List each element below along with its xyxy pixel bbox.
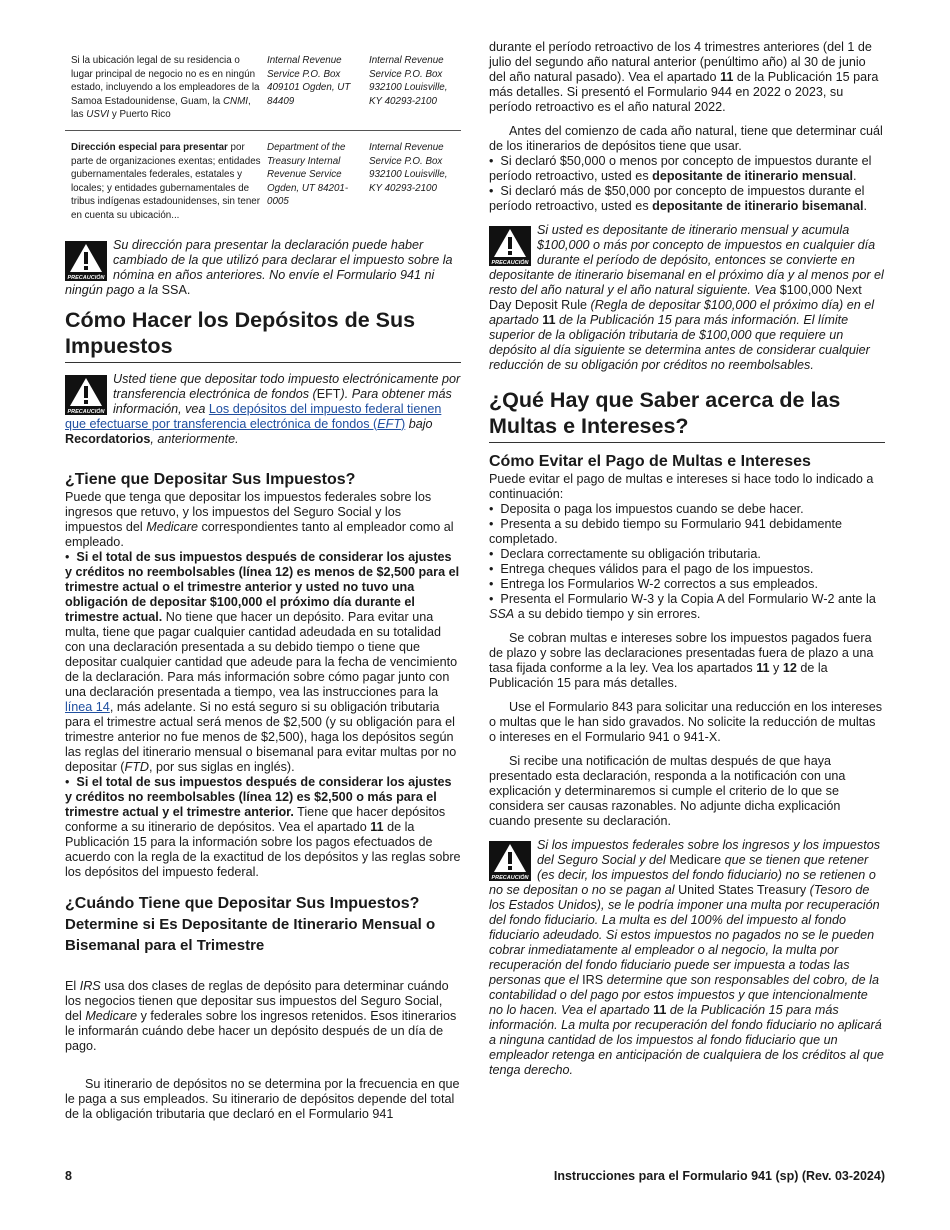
- bullet-item: • Presenta a su debido tiempo su Formulario 941 debidamente completado.: [489, 517, 843, 546]
- caution-note: PRECAUCIÓN Usted tiene que depositar todo impuesto electrónicamente por transferencia electrónica de fondos (EFT). Para obtener más información, vea Los depósitos del impuesto federal tienen que efectuarse por transferencia electrónica de fondos (EFT) bajo Recordatorios, anteriormente.: [65, 371, 461, 446]
- address-without-payment: Department of the Treasury Internal Revenue Service Ogden, UT 84201-0005: [267, 141, 349, 208]
- bullet-icon: •: [489, 577, 501, 591]
- bullet-item: • Si el total de sus impuestos después de considerar los ajustes y créditos no reembolsables (línea 12) es menos de $2,500 para el trimestre actual o el trimestre anterior y usted no tuvo una obligación de depositar $100,000 el próximo día durante el trimestre actual. No tiene que hacer un depósito. Para evitar una multa, tiene que pagar cualquier cantidad adeudada en su totalidad con una declaración presentada a su debido tiempo o tiene que depositar cualquier cantidad que adeude para la fecha de vencimiento de la declaración. Para más información sobre cómo pagar junto con una declaración presentada a tiempo, vea las instrucciones para la línea 14, más adelante. Si no está seguro si su obligación tributaria para el trimestre actual será menos de $2,500 (y su obligación para el trimestre anterior no fue menos de $2,500), haga los depósitos según las reglas del itinerario mensual o bisemanal para evitar multas por no depositar (FTD, por sus siglas en inglés).: [65, 549, 460, 774]
- address-table: [65, 54, 461, 229]
- section-title-deposits: Cómo Hacer los Depósitos de Sus Impuestos: [65, 307, 461, 363]
- eft-deposits-link[interactable]: Los depósitos del impuesto federal tienen que efectuarse por transferencia electrónica de fondos (EFT): [65, 401, 442, 431]
- caution-icon: [65, 375, 107, 415]
- caution-note: PRECAUCIÓN Su dirección para presentar la declaración puede haber cambiado de la que utilizó para declarar el impuesto sobre la nómina en años anteriores. No envíe el Formulario 941 ni ningún pago a la SSA.: [65, 237, 453, 297]
- heading-avoid-penalties: Cómo Evitar el Pago de Multas e Intereses: [489, 453, 811, 470]
- section-title-penalties: ¿Qué Hay que Saber acerca de las Multas e Intereses?: [489, 387, 885, 443]
- address-row-description: Dirección especial para presentar por parte de organizaciones exentas; entidades gubernamentales federales, estatales y locales; y entidades gubernamentales de tribus indígenas estadounidenses, sin tener en cuenta su ubicación...: [71, 141, 261, 221]
- paragraph: Se cobran multas e intereses sobre los impuestos pagados fuera de plazo y sobre las declaraciones presentadas fuera de plazo a una tasa fijada conforme a la ley. Vea los apartados 11 y 12 de la Publicación 15 para más detalles.: [489, 631, 874, 690]
- right-column: [489, 40, 885, 1078]
- caution-icon: [489, 226, 531, 266]
- bullet-item: • Declara correctamente su obligación tributaria.: [489, 547, 761, 561]
- bullet-item: • Presenta el Formulario W-3 y la Copia A del Formulario W-2 ante la SSA a su debido tiempo y sin errores.: [489, 592, 876, 621]
- svg-text:PRECAUCIÓN: PRECAUCIÓN: [67, 408, 105, 415]
- paragraph: Su itinerario de depósitos no se determina por la frecuencia en que le paga a sus empleados. Su itinerario de depósitos depende del total de la obligación tributaria que declaró en el Formulario 941: [65, 1076, 460, 1121]
- paragraph: durante el período retroactivo de los 4 trimestres anteriores (del 1 de julio del segundo año natural anterior (penúltimo año) al 30 de junio del año natural pasado). Vea el apartado 11 de la Publicación 15 para más detalles. Si presentó el Formulario 944 en 2022 o 2023, su período retroactivo es el año natural 2022.: [489, 40, 879, 114]
- line-14-link[interactable]: línea 14: [65, 699, 110, 714]
- paragraph: Si recibe una notificación de multas después de que haya presentado esta declaración, responda a la notificación con una explicación y determinaremos si cumple el criterio de lo que se considera ser causas razonables. No adjunte dicha explicación cuando presente su declaración.: [489, 754, 846, 828]
- paragraph: Puede evitar el pago de multas e intereses si hace todo lo indicado a continuación:: [489, 472, 874, 501]
- bullet-icon: •: [489, 562, 501, 576]
- bullet-icon: •: [65, 774, 77, 789]
- bullet-icon: •: [65, 549, 77, 564]
- bullet-icon: •: [489, 517, 501, 531]
- paragraph: Puede que tenga que depositar los impuestos federales sobre los ingresos que retuvo, y los impuestos del Seguro Social y los impuestos del Medicare correspondientes tanto al empleador como al empleado.: [65, 489, 454, 549]
- bullet-icon: •: [489, 154, 501, 168]
- address-row-description: Si la ubicación legal de su residencia o lugar principal de negocio no es en ningún estado, incluyendo a los empleadores de la Samoa Estadounidense, Guam, la CNMI, las USVI y Puerto Rico: [65, 54, 261, 130]
- bullet-item: • Entrega cheques válidos para el pago de los impuestos.: [489, 562, 814, 576]
- bullet-item: • Si el total de sus impuestos después de considerar los ajustes y créditos no reembolsables (línea 12) es $2,500 o más para el trimestre actual y el trimestre anterior. Tiene que hacer depósitos conforme a su itinerario de depósitos. Vea el apartado 11 de la Publicación 15 para la información sobre los pagos efectuados de acuerdo con la regla de la exactitud de los depósitos y las reglas sobre los depósitos del impuesto federal.: [65, 774, 461, 879]
- caution-note: PRECAUCIÓN Si usted es depositante de itinerario mensual y acumula $100,000 o más por concepto de impuestos en cualquier día durante el período de depósito, entonces se convierte en depositante de itinerario bisemanal en el próximo día y al menos por el resto del año natural y el año natural siguiente. Vea $100,000 Next Day Deposit Rule (Regla de depositar $100,000 el próximo día) en el apartado 11 de la Publicación 15 para más información. El límite superior de la obligación tributaria de $100,000 que requiere un depósito al día siguiente se determina antes de considerar cualquier reducción de su obligación por créditos no reembolsables.: [489, 223, 884, 372]
- svg-text:PRECAUCIÓN: PRECAUCIÓN: [67, 274, 105, 281]
- heading-must-deposit: ¿Tiene que Depositar Sus Impuestos?: [65, 470, 356, 488]
- svg-text:PRECAUCIÓN: PRECAUCIÓN: [491, 875, 529, 881]
- address-without-payment: Internal Revenue Service P.O. Box 409101 Ogden, UT 84409: [261, 54, 363, 130]
- heading-when-deposit: ¿Cuándo Tiene que Depositar Sus Impuestos?: [65, 894, 420, 912]
- paragraph: El IRS usa dos clases de reglas de depósito para determinar cuándo los negocios tienen que depositar sus impuestos del Seguro Social, del Medicare y federales sobre los ingresos retenidos. Esos itinerarios le informarán cuándo debe hacer un depósito después de un día de pago.: [65, 978, 457, 1053]
- address-row: [65, 54, 461, 130]
- caution-icon: [65, 241, 107, 281]
- bullet-item: • Si declaró $50,000 o menos por concepto de impuestos durante el período retroactivo, usted es depositante de itinerario mensual.: [489, 154, 872, 183]
- address-with-payment: Internal Revenue Service P.O. Box 932100 Louisville, KY 40293-2100: [363, 54, 461, 130]
- bullet-item: • Entrega los Formularios W-2 correctos a sus empleados.: [489, 577, 818, 591]
- bullet-icon: •: [489, 184, 501, 198]
- bullet-item: • Deposita o paga los impuestos cuando se debe hacer.: [489, 502, 804, 516]
- paragraph: Use el Formulario 843 para solicitar una reducción en los intereses o multas que le han sido gravados. No solicite la reducción de multas o intereses en el Formulario 941 o 941-X.: [489, 700, 883, 744]
- left-column: [65, 40, 461, 1122]
- subheading-deposit-schedule: Determine si Es Depositante de Itinerario Mensual o Bisemanal para el Trimestre: [65, 915, 436, 954]
- address-row: [65, 130, 461, 228]
- bullet-icon: •: [489, 547, 501, 561]
- caution-icon: [489, 841, 531, 881]
- caution-note: PRECAUCIÓN Si los impuestos federales sobre los ingresos y los impuestos del Seguro Social y del Medicare que se tienen que retener (es decir, los impuestos del fondo fiduciario) no se retienen o no se depositan o no se pagan al United States Treasury (Tesoro de los Estados Unidos), se le podría imponer una multa por recuperación del fondo fiduciario. La multa es del 100% del impuesto al fondo fiduciario adeudado. Si estos impuestos no pagados no se le pueden cobrar inmediatamente al empleador o al negocio, la multa por recuperación del fondo fiduciario puede ser impuesta a todas las personas que el IRS determine que son responsables del cobro, de la contabilidad o del pago por estos impuestos y que intencionalmente no lo hacen. Vea el apartado 11 de la Publicación 15 para más información. La multa por recuperación del fondo fiduciario no aplicará a ninguna cantidad de los impuestos al fondo fiduciario que un empleador retenga en anticipación de cualquiera de los créditos al que tenga derecho.: [489, 838, 884, 1077]
- address-with-payment: Internal Revenue Service P.O. Box 932100 Louisville, KY 40293-2100: [369, 141, 448, 194]
- bullet-icon: •: [489, 502, 501, 516]
- paragraph: Antes del comienzo de cada año natural, tiene que determinar cuál de los itinerarios de depósitos tiene que usar.: [489, 124, 883, 153]
- svg-text:PRECAUCIÓN: PRECAUCIÓN: [491, 260, 529, 266]
- page-number: 8: [65, 1169, 72, 1183]
- footer-title: Instrucciones para el Formulario 941 (sp) (Rev. 03-2024): [553, 1169, 885, 1183]
- bullet-icon: •: [489, 592, 501, 606]
- bullet-item: • Si declaró más de $50,000 por concepto de impuestos durante el período retroactivo, usted es depositante de itinerario bisemanal.: [489, 184, 867, 213]
